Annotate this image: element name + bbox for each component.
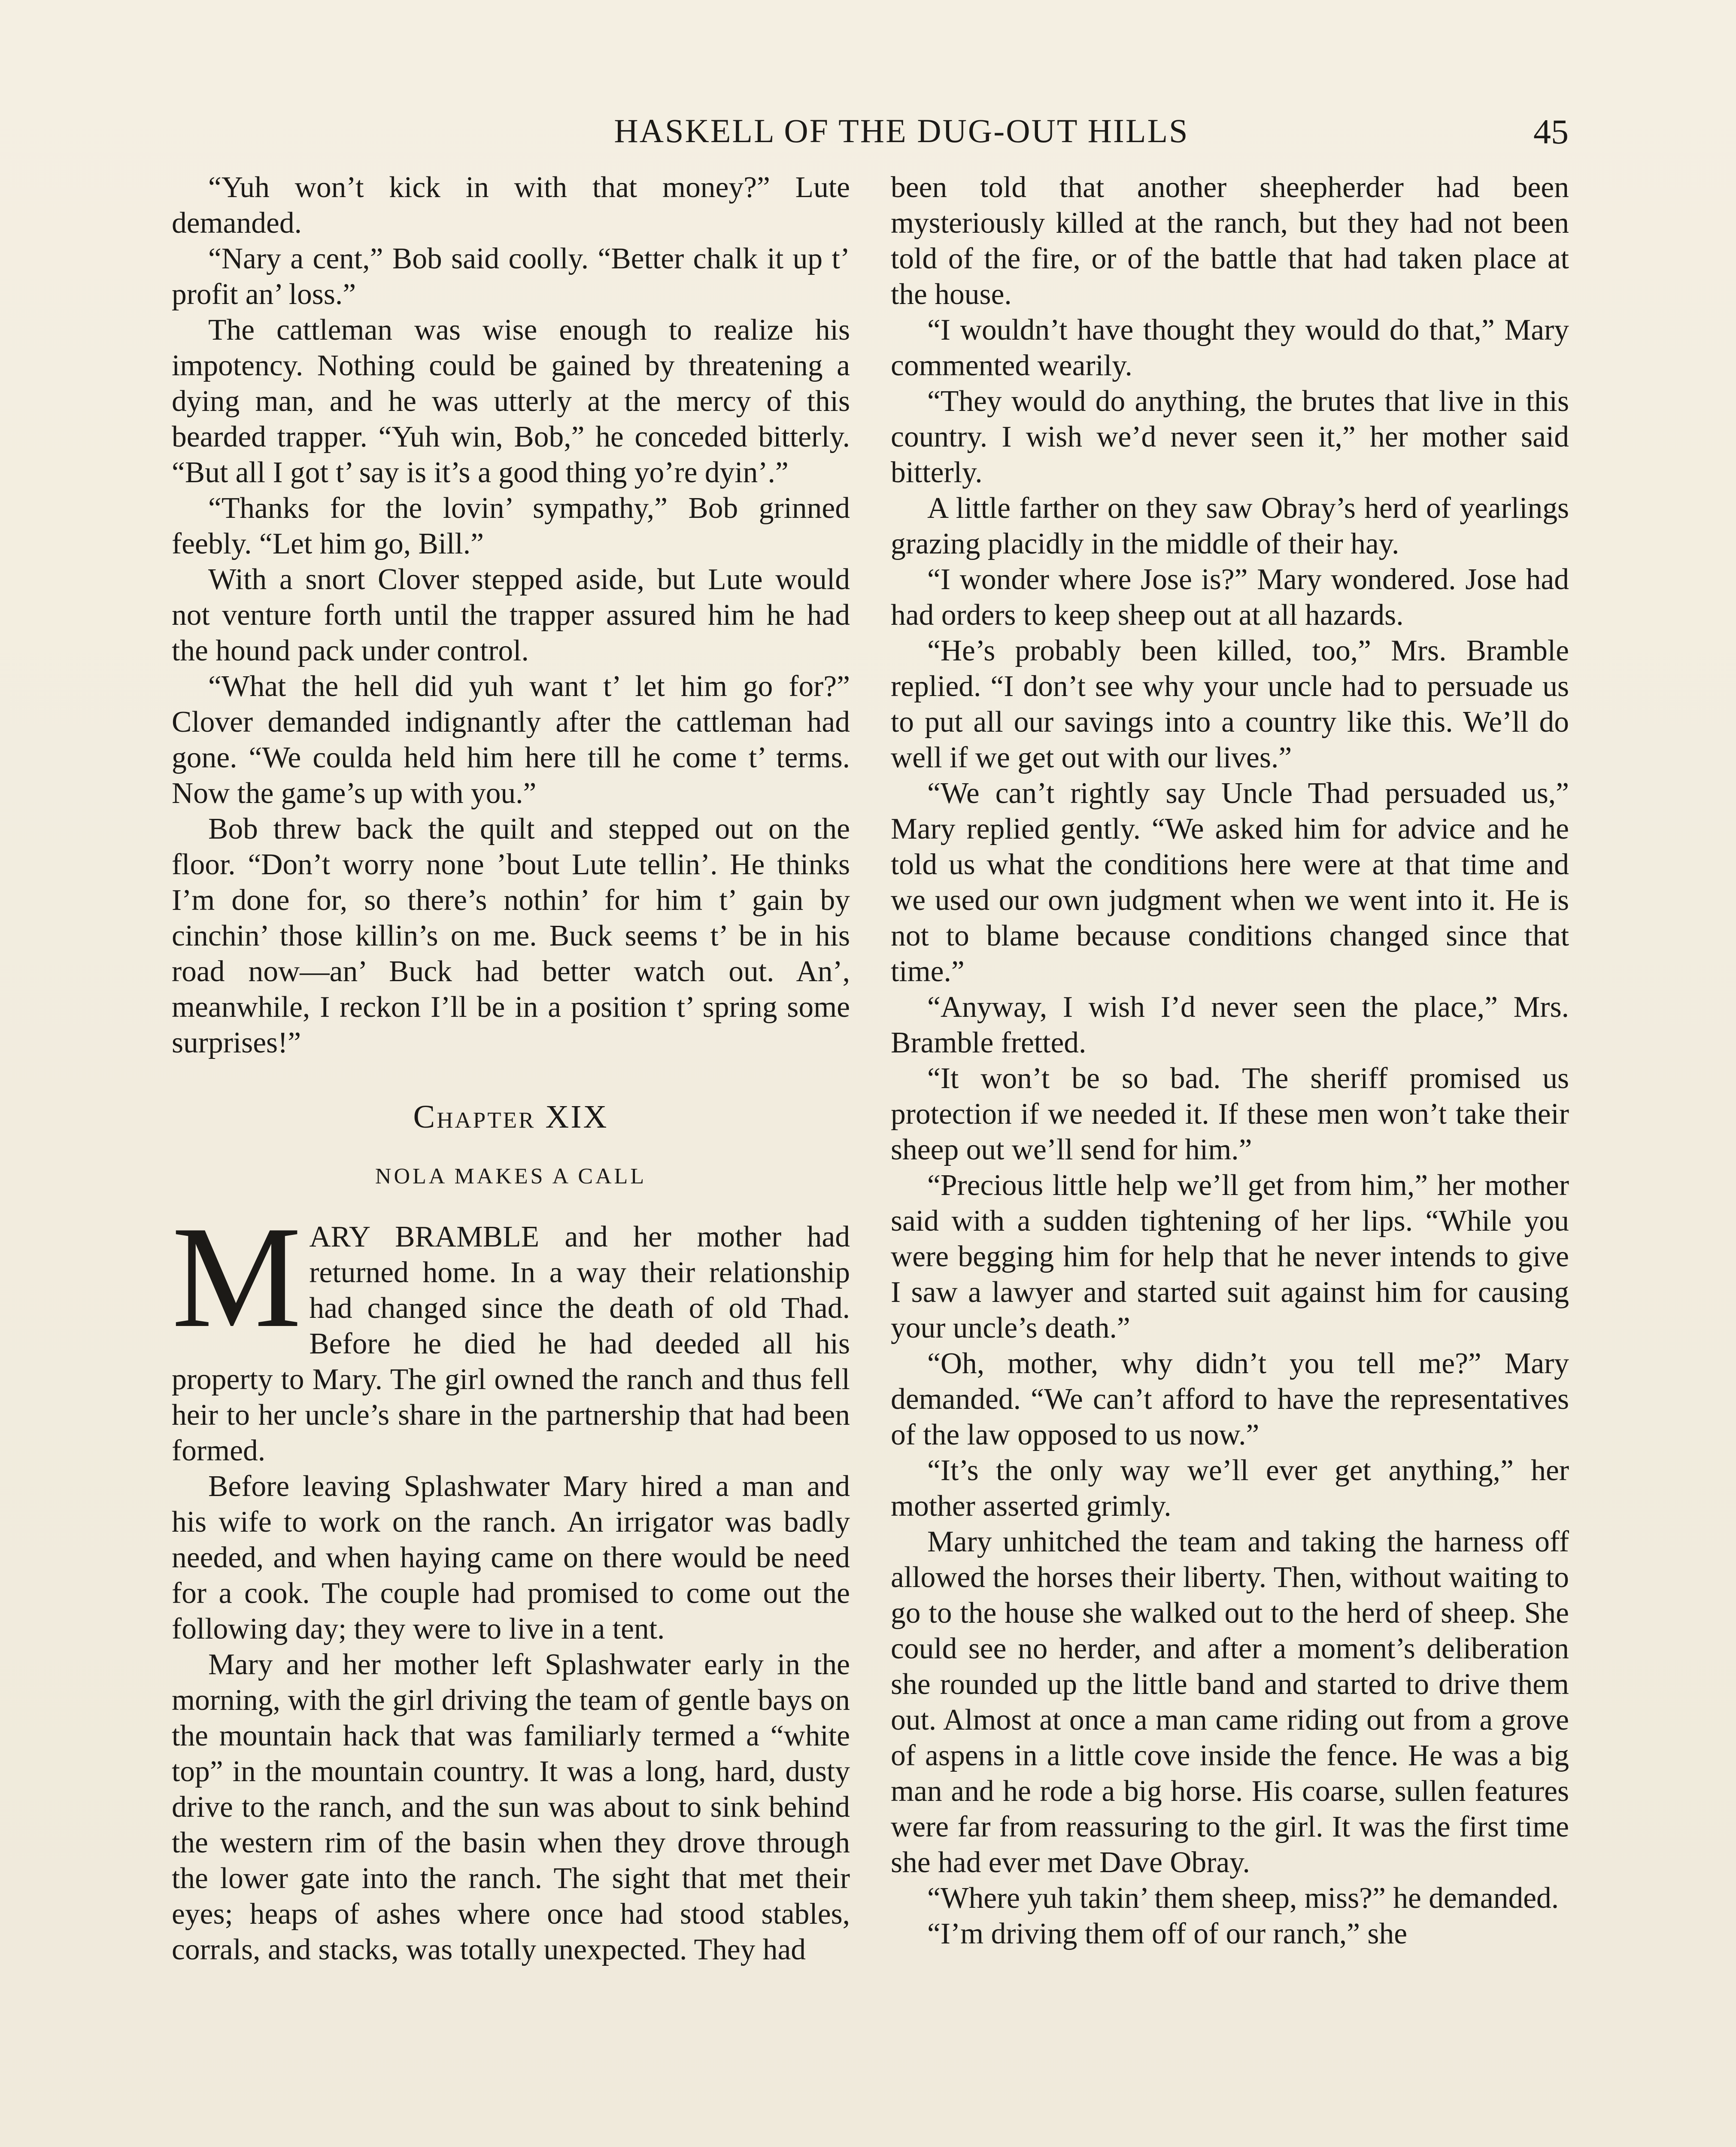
paragraph: “Yuh won’t kick in with that money?” Lute demanded. [172,171,850,240]
paragraph: Bob threw back the quilt and stepped out on the floor. “Don’t worry none ’bout Lute tellin’. He thinks I’m done for, so there’s nothin’ for him t’ gain by cinchin’ those killin’s on me. Buck seems t’ be in his road now—an’ Buck had better watch out. An’, meanwhile, I reckon I’ll be in a position t’ spring some surprises!” [172,812,850,1059]
paragraph: “They would do anything, the brutes that live in this country. I wish we’d never seen it,” her mother said bitterly. [891,385,1569,489]
left-column [172,170,850,1968]
paragraph: A little farther on they saw Obray’s herd of yearlings grazing placidly in the middle of their hay. [891,492,1569,560]
paragraph-continuation: been told that another sheepherder had been mysteriously killed at the ranch, but they had not been told of the fire, or of the battle that had taken place at the house. [891,171,1569,311]
paragraph: “What the hell did yuh want t’ let him go for?” Clover demanded indignantly after the cattleman had gone. “We coulda held him here till he come t’ terms. Now the game’s up with you.” [172,670,850,810]
paragraph: “Thanks for the lovin’ sympathy,” Bob grinned feebly. “Let him go, Bill.” [172,492,850,560]
paragraph: “Oh, mother, why didn’t you tell me?” Mary demanded. “We can’t afford to have the representatives of the law opposed to us now.” [891,1347,1569,1451]
chapter-subtitle: NOLA MAKES A CALL [375,1164,647,1189]
paragraph: “Nary a cent,” Bob said coolly. “Better chalk it up t’ profit an’ loss.” [172,242,850,311]
drop-cap: M [172,1196,302,1358]
paragraph: “It won’t be so bad. The sheriff promised us protection if we needed it. If these men won’t take their sheep out we’ll send for him.” [891,1062,1569,1166]
paragraph: “Anyway, I wish I’d never seen the place,” Mrs. Bramble fretted. [891,991,1569,1059]
paragraph: “I wonder where Jose is?” Mary wondered. Jose had had orders to keep sheep out at all hazards. [891,563,1569,632]
page-number: 45 [1533,112,1569,151]
paragraph: Before leaving Splashwater Mary hired a man and his wife to work on the ranch. An irrigator was badly needed, and when haying came on there would be need for a cook. The couple had promised to come out the following day; they were to live in a tent. [172,1470,850,1645]
paragraph: “He’s probably been killed, too,” Mrs. Bramble replied. “I don’t see why your uncle had to persuade us to put all our savings into a country like this. We’ll do well if we get out with our lives.” [891,634,1569,774]
opening-text: ARY BRAMBLE and her mother had returned home. In a way their relationship had changed since the death of old Thad. Before he died he had deeded all his property to Mary. The girl owned the ranch and thus fell heir to her uncle’s share in the partnership that had been formed. [172,1220,850,1467]
paragraph: With a snort Clover stepped aside, but Lute would not venture forth until the trapper assured him he had the hound pack under control. [172,563,850,667]
paragraph: “It’s the only way we’ll ever get anything,” her mother asserted grimly. [891,1454,1569,1523]
paragraph: “I wouldn’t have thought they would do that,” Mary commented wearily. [891,313,1569,382]
paragraph: “Precious little help we’ll get from him,” her mother said with a sudden tightening of her lips. “While you were begging him for help that he never intends to give I saw a lawyer and started suit against him for causing your uncle’s death.” [891,1169,1569,1344]
paragraph: Mary unhitched the team and taking the harness off allowed the horses their liberty. Then, without waiting to go to the house she walked out to the herd of sheep. She could see no herder, and after a moment’s deliberation she rounded up the little band and started to drive them out. Almost at once a man came riding out from a grove of aspens in a little cove inside the fence. He was a big man and he rode a big horse. His coarse, sullen features were far from reassuring to the girl. It was the first time she had ever met Dave Obray. [891,1525,1569,1879]
opening-paragraph [172,1196,850,1469]
right-column [891,170,1569,1952]
paragraph: The cattleman was wise enough to realize his impotency. Nothing could be gained by threatening a dying man, and he was utterly at the mercy of this bearded trapper. “Yuh win, Bob,” he conceded bitterly. “But all I got t’ say is it’s a good thing yo’re dyin’.” [172,313,850,489]
paragraph: Mary and her mother left Splashwater early in the morning, with the girl driving the team of gentle bays on the mountain hack that was familiarly termed a “white top” in the mountain country. It was a long, hard, dusty drive to the ranch, and the sun was about to sink behind the western rim of the basin when they drove through the lower gate into the ranch. The sight that met their eyes; heaps of ashes where once had stood stables, corrals, and stacks, was totally unexpected. They had [172,1648,850,1966]
paragraph: “We can’t rightly say Uncle Thad persuaded us,” Mary replied gently. “We asked him for advice and he told us what the conditions here were at that time and we used our own judgment when we went into it. He is not to blame because conditions changed since that time.” [891,777,1569,988]
paragraph: “Where yuh takin’ them sheep, miss?” he demanded. [927,1882,1559,1915]
chapter-heading: Chapter XIX [413,1099,609,1135]
running-header: HASKELL OF THE DUG-OUT HILLS [614,112,1189,149]
paragraph: “I’m driving them off of our ranch,” she [927,1917,1408,1950]
